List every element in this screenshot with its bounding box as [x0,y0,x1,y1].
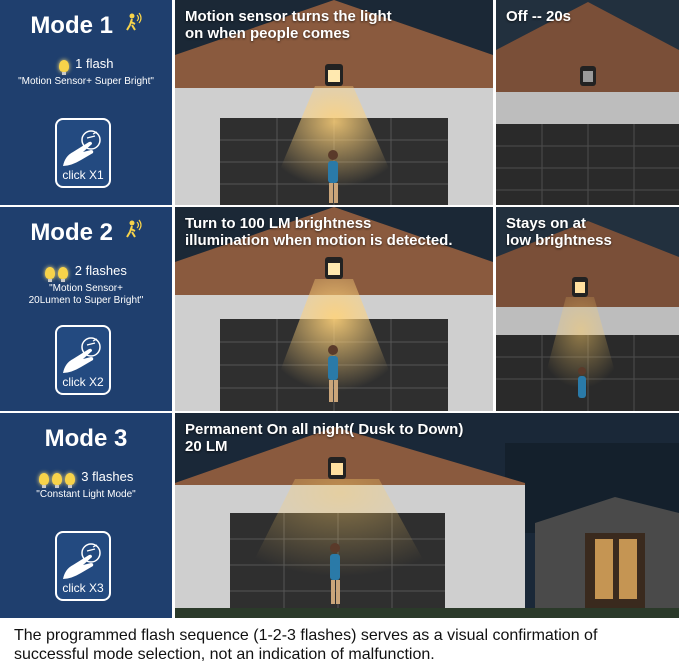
mode-1-description: "Motion Sensor+ Super Bright" [18,76,154,87]
mode-1-side-text: Off -- 20s [506,8,572,25]
mode-3-panel [0,413,172,618]
bulb-icons [45,264,71,279]
garage-off-image [496,0,679,205]
mode-2-panel [0,207,172,411]
bulb-icon [52,473,62,485]
mode-2-side-text: Stays on at low brightness [506,215,612,249]
bulb-icon [39,473,49,485]
mode-1-panel [0,0,172,205]
mode-2-description: "Motion Sensor+ 20Lumen to Super Bright" [28,283,144,306]
motion-person-icon [124,219,142,239]
caption-text: The programmed flash sequence (1-2-3 flashes) serves as a visual confirmation of successful mode selection, not an indication of malfunction. [14,627,598,663]
mode-1-click-button[interactable] [55,118,111,188]
mode-1-main-text: Motion sensor turns the light on when people comes [185,8,392,42]
mode-3-main-scene [175,413,679,618]
mode-1-main-scene [175,0,493,205]
mode-2-main-scene [175,207,493,411]
bulb-icon [45,267,55,279]
mode-2-main-text: Turn to 100 LM brightness illumination when motion is detected. [185,215,453,249]
mode-2-side-scene [496,207,679,411]
bulb-icon [65,473,75,485]
bulb-icon [59,60,69,72]
hand-click-icon [61,539,107,581]
mode-2-click-button[interactable] [55,325,111,395]
motion-person-icon [124,12,142,32]
bulb-icons [39,470,78,485]
mode-1-click-label: click X1 [62,168,104,182]
mode-1-side-scene [496,0,679,205]
mode-3-click-button[interactable] [55,531,111,601]
mode-3-description: "Constant Light Mode" [36,489,136,500]
hand-click-icon [61,126,107,168]
mode-3-flashes: 3 flashes [81,469,134,484]
mode-1-title: Mode 1 [30,12,113,39]
bulb-icon [58,267,68,279]
mode-3-row [0,413,679,618]
mode-3-click-label: click X3 [62,581,104,595]
mode-3-title: Mode 3 [44,425,128,452]
mode-2-click-label: click X2 [62,375,104,389]
mode-1-flashes: 1 flash [75,56,114,71]
mode-2-flashes: 2 flashes [74,263,127,278]
hand-click-icon [61,333,107,375]
mode-3-main-text: Permanent On all night( Dusk to Down) 20 LM [185,421,464,455]
mode-1-row [0,0,679,205]
bulb-icons [59,57,72,72]
mode-2-title: Mode 2 [30,219,113,246]
mode-2-row [0,207,679,411]
